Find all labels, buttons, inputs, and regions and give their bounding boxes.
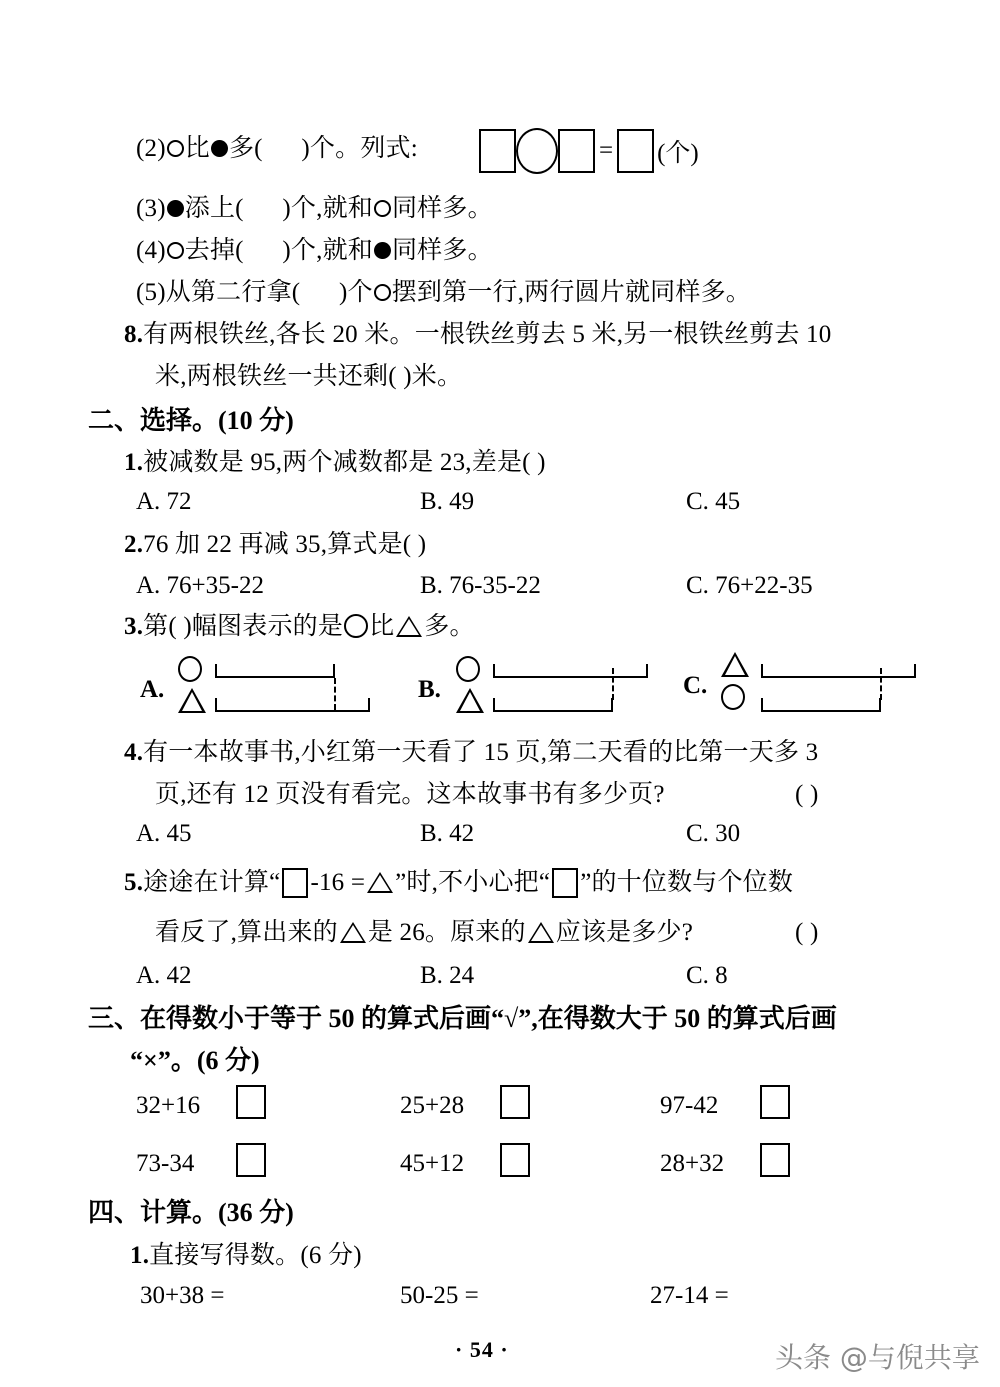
filled-circle-icon [167,200,184,217]
item-4-text-c: 同样多。 [391,237,493,264]
question-5-text-c: ”时,不小心把“ [395,869,551,896]
item-5-text-c: 摆到第一行,两行圆片就同样多。 [391,279,751,306]
diagram-b-top-bar [493,666,648,678]
equals-sign: = [599,137,614,164]
equation-template [479,129,699,173]
question-4-line-2: 页,还有 12 页没有看完。这本故事书有多少页? [155,781,665,808]
item-5-text-a: 从第二行拿( [165,279,301,306]
expression-1: 32+16 [136,1092,201,1119]
big-open-circle-icon [344,614,368,638]
option-b[interactable]: B. 76-35-22 [420,572,541,599]
item-2-text-a: 比 [184,135,210,162]
question-5-number: 5. [124,869,144,896]
equation-operator-circle[interactable] [516,128,558,174]
blank-item-5 [136,280,751,305]
question-5-text-2a: 看反了,算出来的 [155,919,338,946]
diagram-option-a[interactable] [140,656,440,718]
blank-item-2 [136,136,418,161]
question-4-options [0,820,900,850]
compute-problem-3[interactable]: 27-14 = [650,1282,729,1309]
item-5-text-b: )个 [339,279,373,306]
diagram-a-dashed-divider [334,678,336,710]
option-a[interactable]: A. 72 [136,488,192,515]
check-box-1[interactable] [236,1085,266,1119]
option-b[interactable]: B. 42 [420,820,475,847]
option-b[interactable]: B. 24 [420,962,475,989]
question-5-answer-blank[interactable]: ( ) [795,919,819,946]
item-4-prefix: (4) [136,237,166,264]
question-2-number: 2. [124,531,144,558]
equation-unit-label: (个) [657,140,699,167]
unknown-box-icon [282,868,308,898]
circle-icon [456,656,480,682]
diagram-a-label: A. [140,676,165,703]
item-3-text-a: 添上( [184,195,244,222]
equation-operand-box-2[interactable] [558,129,595,173]
diagram-a-top-shape [178,656,202,682]
equation-operand-box-1[interactable] [479,129,516,173]
expression-4: 73-34 [136,1150,195,1177]
compute-problem-1[interactable]: 30+38 = [140,1282,225,1309]
unknown-box-icon [552,868,578,898]
check-box-3[interactable] [760,1085,790,1119]
diagram-b-dashed-divider [612,668,614,700]
question-8-number: 8. [124,321,144,348]
blank-item-4 [136,238,493,263]
question-1-number: 1. [124,449,144,476]
item-4-text-b: )个,就和 [282,237,373,264]
question-1 [124,450,546,475]
question-5-line-1 [124,868,793,898]
expression-6: 28+32 [660,1150,725,1177]
question-8-text-1: 有两根铁丝,各长 20 米。一根铁丝剪去 5 米,另一根铁丝剪去 10 [143,321,832,348]
diagram-c-bottom-bar [761,700,881,712]
section-two-heading: 二、选择。(10 分) [88,406,294,435]
triangle-icon [396,616,422,637]
diagram-option-b[interactable] [418,656,718,718]
equation-result-box[interactable] [617,129,654,173]
question-3-text-b: 比 [369,613,395,640]
section-four-sub-1 [130,1243,362,1268]
triangle-icon [721,652,749,677]
triangle-icon [340,922,366,943]
diagram-b-label: B. [418,676,441,703]
question-5-text-2c: 应该是多少? [555,919,694,946]
diagram-c-top-shape [721,652,749,677]
question-2-options [0,572,900,602]
item-4-text-a: 去掉( [184,237,244,264]
option-c[interactable]: C. 76+22-35 [686,572,813,599]
question-4-answer-blank[interactable]: ( ) [795,781,819,808]
diagram-c-label: C. [683,672,708,699]
open-circle-icon [374,200,391,217]
expression-3: 97-42 [660,1092,719,1119]
section-three-heading-line-2: “×”。(6 分) [130,1046,260,1075]
open-circle-icon [167,242,184,259]
triangle-icon [367,872,393,893]
diagram-a-top-bar [215,666,335,678]
question-8-line-2: 米,两根铁丝一共还剩( )米。 [155,363,463,390]
option-a[interactable]: A. 76+35-22 [136,572,264,599]
question-3-text-a: 第( )幅图表示的是 [143,613,344,640]
question-5-options [0,962,900,992]
question-4-number: 4. [124,739,144,766]
question-5-text-d: ”的十位数与个位数 [580,869,794,896]
diagram-c-dashed-divider [880,668,882,700]
diagram-c-top-bar [761,666,916,678]
item-5-prefix: (5) [136,279,166,306]
question-3-number: 3. [124,613,144,640]
question-5-line-2 [155,920,693,945]
question-1-options [0,488,900,518]
open-circle-icon [167,140,184,157]
diagram-c-bottom-shape [721,684,745,710]
diagram-b-top-shape [456,656,480,682]
question-2 [124,532,426,557]
question-4-text-1: 有一本故事书,小红第一天看了 15 页,第二天看的比第一天多 3 [143,739,819,766]
question-3-text-c: 多。 [424,613,475,640]
question-3 [124,614,475,639]
option-c[interactable]: C. 30 [686,820,741,847]
triangle-icon [528,922,554,943]
option-c[interactable]: C. 45 [686,488,741,515]
section-four-heading: 四、计算。(36 分) [88,1198,294,1227]
blank-item-3 [136,196,493,221]
page-number: · 54 · [455,1337,509,1362]
triangle-icon [456,688,484,713]
question-5-text-2b: 是 26。原来的 [367,919,526,946]
check-box-2[interactable] [500,1085,530,1119]
sub-1-number: 1. [130,1242,150,1269]
option-c[interactable]: C. 8 [686,962,728,989]
item-3-prefix: (3) [136,195,166,222]
option-a[interactable]: A. 45 [136,820,192,847]
item-2-text-b: 多( [228,135,263,162]
question-5-text-a: 途途在计算“ [143,869,281,896]
filled-circle-icon [374,242,391,259]
question-1-text: 被减数是 95,两个减数都是 23,差是( ) [143,449,546,476]
expression-5: 45+12 [400,1150,465,1177]
option-a[interactable]: A. 42 [136,962,192,989]
diagram-a-bottom-bar [215,700,370,712]
diagram-b-bottom-shape [456,688,484,713]
check-box-5[interactable] [500,1143,530,1177]
sub-1-title: 直接写得数。(6 分) [149,1242,362,1269]
diagram-option-c[interactable] [683,652,983,714]
check-box-6[interactable] [760,1143,790,1177]
option-b[interactable]: B. 49 [420,488,475,515]
filled-circle-icon [211,140,228,157]
question-4-line-1 [124,740,818,765]
compute-problem-2[interactable]: 50-25 = [400,1282,479,1309]
circle-icon [721,684,745,710]
item-3-text-b: )个,就和 [282,195,373,222]
circle-icon [178,656,202,682]
question-8-line-1 [124,322,831,347]
triangle-icon [178,688,206,713]
question-2-text: 76 加 22 再减 35,算式是( ) [143,531,427,558]
section-three-heading-line-1: 三、在得数小于等于 50 的算式后画“√”,在得数大于 50 的算式后画 [88,1004,837,1033]
diagram-b-bottom-bar [493,700,613,712]
item-2-text-c: )个。列式: [301,135,418,162]
watermark-label: 头条 @与倪共享 [775,1341,980,1374]
check-box-4[interactable] [236,1143,266,1177]
expression-2: 25+28 [400,1092,465,1119]
diagram-a-bottom-shape [178,688,206,713]
item-3-text-c: 同样多。 [391,195,493,222]
item-2-prefix: (2) [136,135,166,162]
question-5-text-b: -16 = [310,869,366,896]
open-circle-icon [374,284,391,301]
